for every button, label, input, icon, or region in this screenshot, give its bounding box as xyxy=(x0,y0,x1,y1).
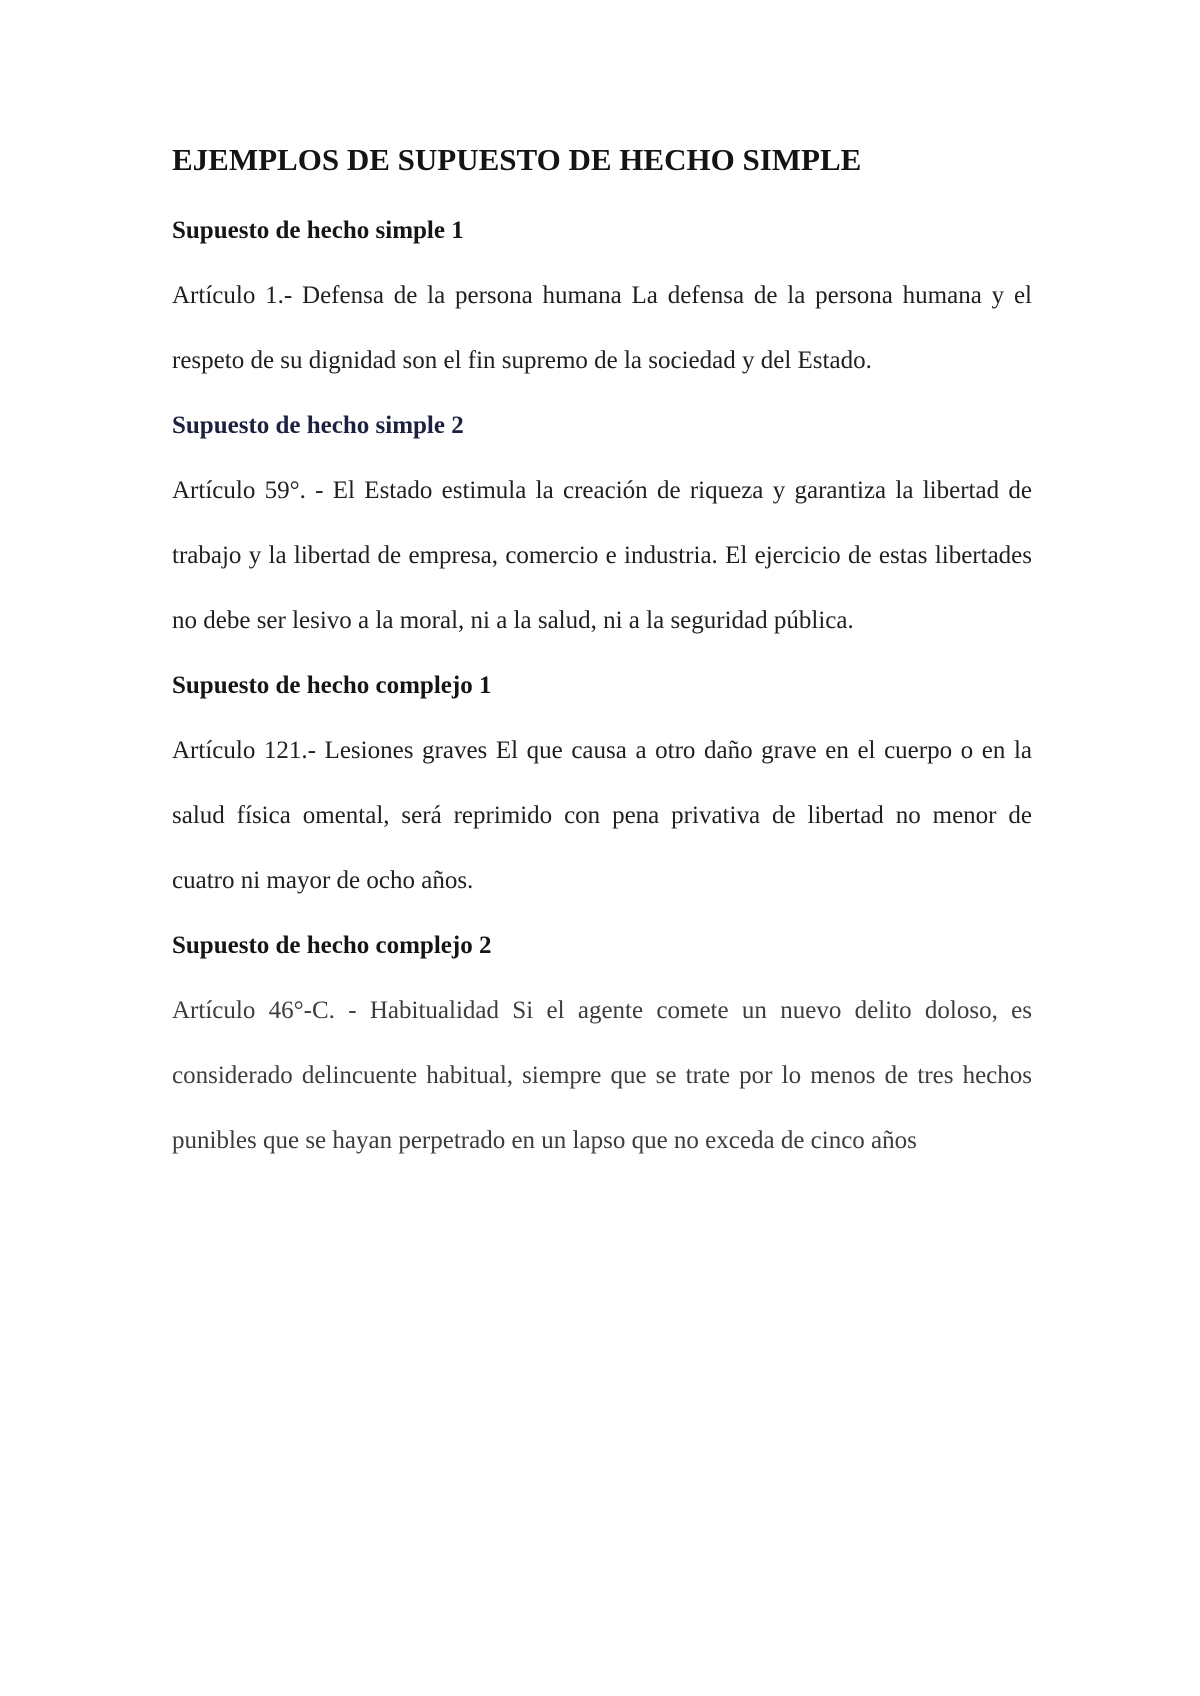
article-46c-text: Artículo 46°-C. - Habitualidad Si el agente comete un nuevo delito doloso, es considerado delincuente habitual, siempre que se trate por lo menos de tres hechos punibles que se hayan perpetrado en un lapso que no exceda de cinco años xyxy=(172,997,1032,1154)
article-59-text: Artículo 59°. - El Estado estimula la creación de riqueza y garantiza la libertad de trabajo y la libertad de empresa, comercio e industria. El ejercicio de estas libertades no debe ser lesivo a la moral, ni a la salud, ni a la seguridad pública. xyxy=(172,477,1032,634)
section-heading-complex-2: Supuesto de hecho complejo 2 xyxy=(172,932,492,959)
section-heading-simple-1: Supuesto de hecho simple 1 xyxy=(172,217,464,244)
article-121-text: Artículo 121.- Lesiones graves El que causa a otro daño grave en el cuerpo o en la salud física omental, será reprimido con pena privativa de libertad no menor de cuatro ni mayor de ocho años. xyxy=(172,737,1032,894)
section-heading-simple-2: Supuesto de hecho simple 2 xyxy=(172,412,464,439)
section-heading-complex-1: Supuesto de hecho complejo 1 xyxy=(172,672,492,699)
document-title: EJEMPLOS DE SUPUESTO DE HECHO SIMPLE xyxy=(172,142,862,177)
article-1-text: Artículo 1.- Defensa de la persona humana La defensa de la persona humana y el respeto de su dignidad son el fin supremo de la sociedad y del Estado. xyxy=(172,282,1032,374)
document-content xyxy=(172,130,1032,1173)
